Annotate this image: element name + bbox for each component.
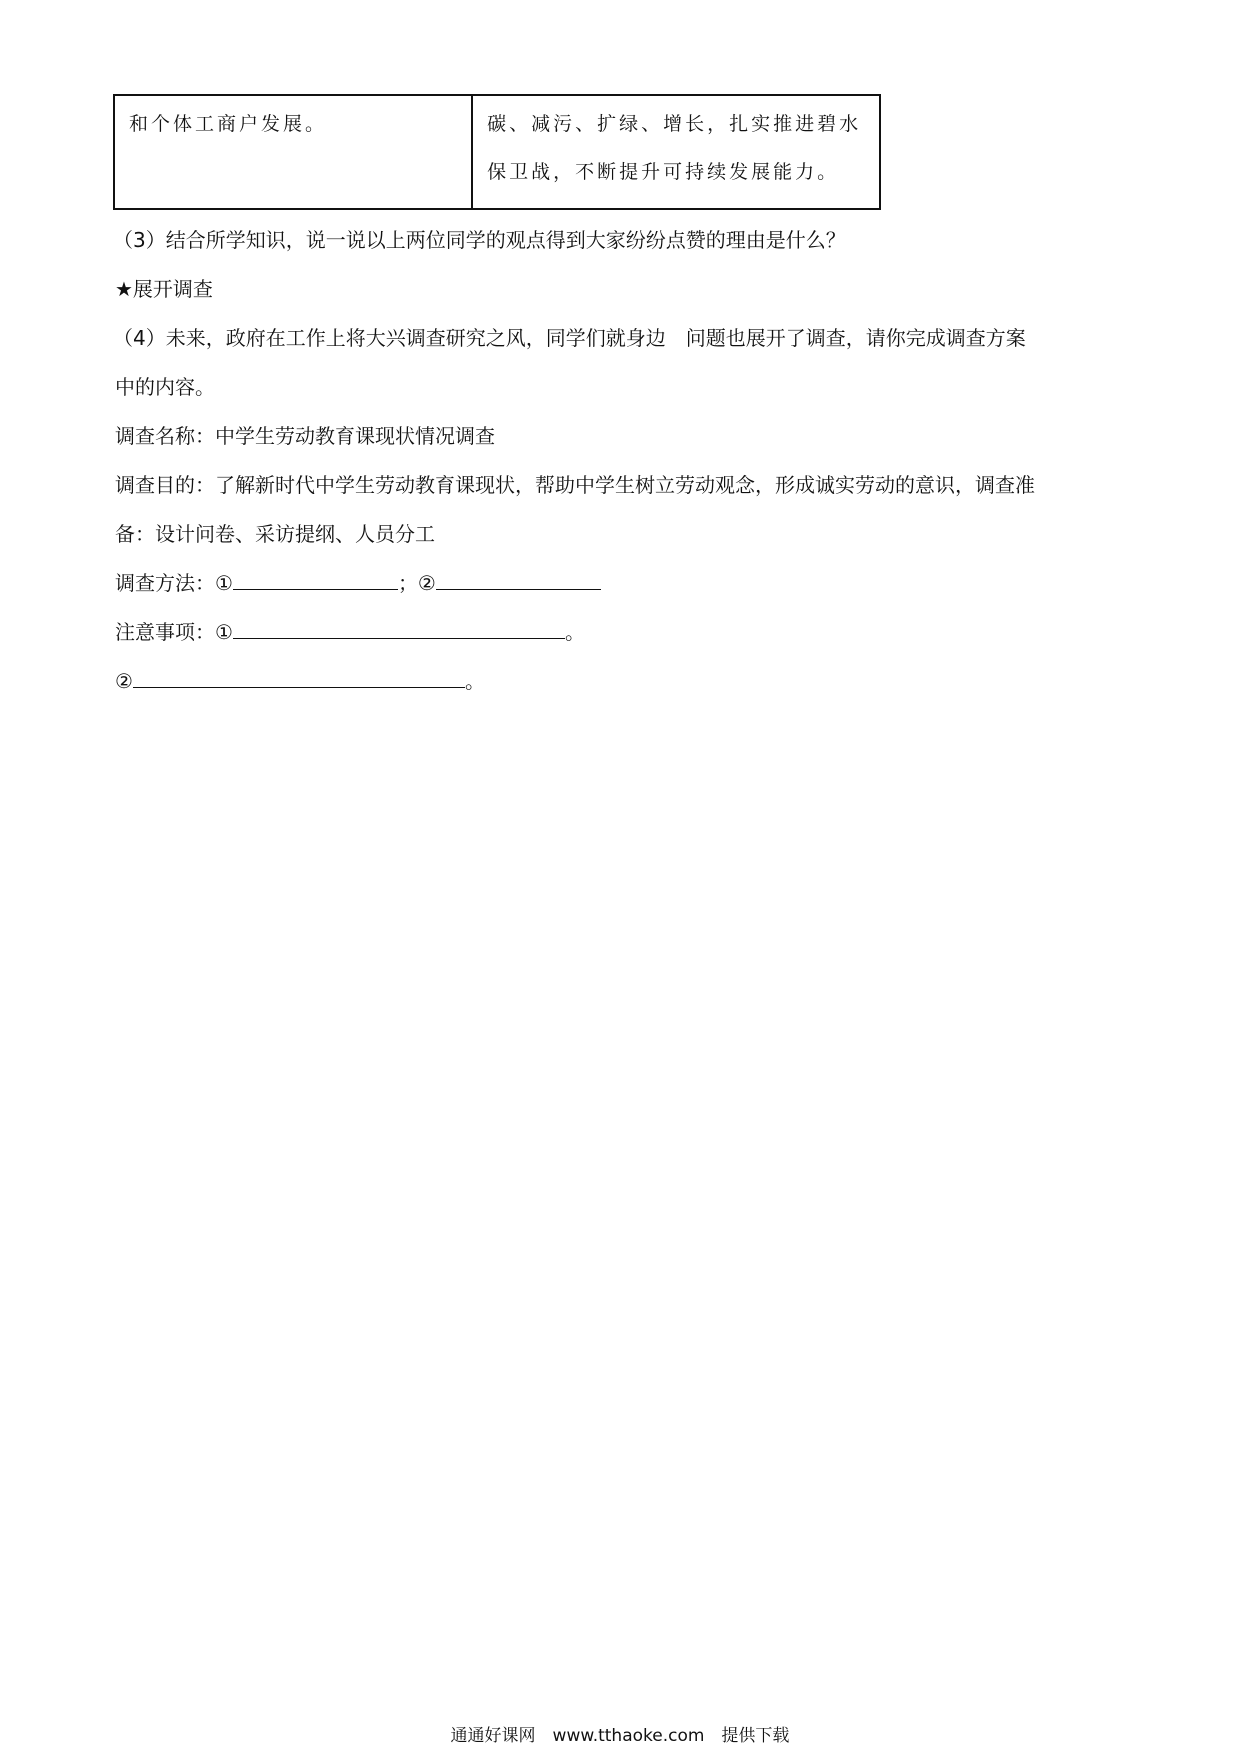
notes-row-2	[115, 665, 485, 694]
right-cell-line-2: 保卫战，不断提升可持续发展能力。	[487, 161, 840, 183]
note-2-blank[interactable]	[133, 665, 465, 688]
left-cell-text: 和个体工商户发展。	[129, 113, 328, 135]
method-1-blank[interactable]	[233, 567, 398, 590]
page-footer: 通通好课网 www.tthaoke.com 提供下载	[450, 1726, 790, 1746]
table-row	[114, 95, 880, 209]
note-1-blank[interactable]	[233, 616, 565, 639]
notes-end-2: 。	[464, 669, 485, 693]
survey-purpose-line-1: 调查目的：了解新时代中学生劳动教育课现状，帮助中学生树立劳动观念，形成诚实劳动的意识，调查准	[115, 473, 1035, 497]
table-cell-right	[472, 95, 880, 209]
survey-name: 调查名称：中学生劳动教育课现状情况调查	[115, 424, 495, 448]
method-2-blank[interactable]	[436, 567, 601, 590]
section-heading: ★展开调查	[115, 277, 213, 301]
methods-separator: ；②	[397, 571, 436, 595]
notes-row-1	[115, 616, 585, 645]
methods-label: 调查方法：①	[115, 571, 233, 595]
notes-end-1: 。	[564, 620, 585, 644]
question-3: （3）结合所学知识，说一说以上两位同学的观点得到大家纷纷点赞的理由是什么？	[113, 228, 846, 252]
question-4-line-2: 中的内容。	[115, 375, 215, 399]
comparison-table-continuation	[113, 94, 881, 210]
survey-methods-row	[115, 567, 601, 596]
notes-label: 注意事项：①	[115, 620, 233, 644]
notes-label-2: ②	[115, 669, 133, 693]
right-cell-line-1: 碳、减污、扩绿、增长，扎实推进碧水	[487, 113, 862, 135]
table-cell-left	[114, 95, 472, 209]
survey-purpose-line-2: 备：设计问卷、采访提纲、人员分工	[115, 522, 435, 546]
question-4-line-1: （4）未来，政府在工作上将大兴调查研究之风，同学们就身边 问题也展开了调查，请你完成调查方案	[113, 326, 1026, 350]
